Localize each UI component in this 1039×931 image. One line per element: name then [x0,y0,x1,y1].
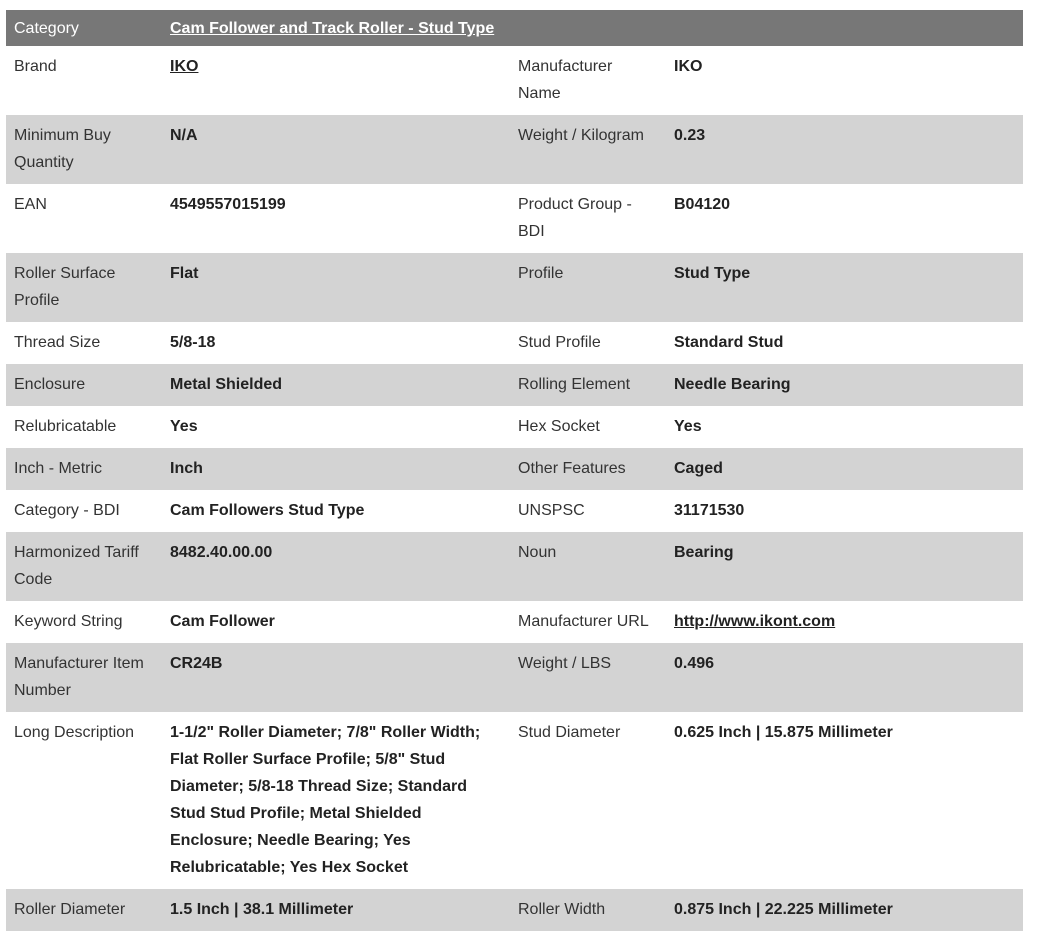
manufacturer-name-value: IKO [666,46,1023,115]
table-row [6,406,1023,448]
manufacturer-url-link[interactable]: http://www.ikont.com [674,613,836,630]
minimum-buy-quantity-label: Minimum Buy Quantity [6,115,162,184]
table-row [6,532,1023,601]
long-description-value: 1-1/2" Roller Diameter; 7/8" Roller Width; Flat Roller Surface Profile; 5/8" Stud Diameter; 5/8-18 Thread Size; Standard Stud Stud Profile; Metal Shielded Enclosure; Needle Bearing; Yes Relubricatable; Yes Hex Socket [162,712,510,889]
stud-diameter-value: 0.625 Inch | 15.875 Millimeter [666,712,1023,889]
table-row [6,253,1023,322]
table-row [6,184,1023,253]
relubricatable-label: Relubricatable [6,406,162,448]
enclosure-value: Metal Shielded [162,364,510,406]
category-bdi-value: Cam Followers Stud Type [162,490,510,532]
manufacturer-name-label: Manufacturer Name [510,46,666,115]
keyword-string-label: Keyword String [6,601,162,643]
long-description-label: Long Description [6,712,162,889]
category-label: Category [6,10,162,46]
noun-value: Bearing [666,532,1023,601]
stud-profile-value: Standard Stud [666,322,1023,364]
harmonized-tariff-code-label: Harmonized Tariff Code [6,532,162,601]
category-link[interactable]: Cam Follower and Track Roller - Stud Type [170,20,495,37]
roller-width-value: 0.875 Inch | 22.225 Millimeter [666,889,1023,931]
category-bdi-label: Category - BDI [6,490,162,532]
harmonized-tariff-code-value: 8482.40.00.00 [162,532,510,601]
specifications-table [6,10,1023,931]
brand-link[interactable]: IKO [170,58,199,75]
roller-diameter-value: 1.5 Inch | 38.1 Millimeter [162,889,510,931]
ean-label: EAN [6,184,162,253]
table-row [6,601,1023,643]
enclosure-label: Enclosure [6,364,162,406]
roller-width-label: Roller Width [510,889,666,931]
table-row [6,448,1023,490]
inch-metric-label: Inch - Metric [6,448,162,490]
profile-value: Stud Type [666,253,1023,322]
weight-lbs-label: Weight / LBS [510,643,666,712]
weight-kilogram-label: Weight / Kilogram [510,115,666,184]
stud-profile-label: Stud Profile [510,322,666,364]
table-row [6,115,1023,184]
roller-surface-profile-label: Roller Surface Profile [6,253,162,322]
thread-size-label: Thread Size [6,322,162,364]
table-row [6,889,1023,931]
brand-label: Brand [6,46,162,115]
roller-surface-profile-value: Flat [162,253,510,322]
stud-diameter-label: Stud Diameter [510,712,666,889]
manufacturer-item-number-label: Manufacturer Item Number [6,643,162,712]
manufacturer-item-number-value: CR24B [162,643,510,712]
table-row [6,643,1023,712]
keyword-string-value: Cam Follower [162,601,510,643]
table-row [6,712,1023,889]
rolling-element-value: Needle Bearing [666,364,1023,406]
hex-socket-value: Yes [666,406,1023,448]
weight-kilogram-value: 0.23 [666,115,1023,184]
table-row [6,364,1023,406]
weight-lbs-value: 0.496 [666,643,1023,712]
other-features-label: Other Features [510,448,666,490]
product-group-bdi-label: Product Group - BDI [510,184,666,253]
table-row [6,322,1023,364]
unspsc-label: UNSPSC [510,490,666,532]
profile-label: Profile [510,253,666,322]
product-group-bdi-value: B04120 [666,184,1023,253]
inch-metric-value: Inch [162,448,510,490]
roller-diameter-label: Roller Diameter [6,889,162,931]
unspsc-value: 31171530 [666,490,1023,532]
hex-socket-label: Hex Socket [510,406,666,448]
category-header-row [6,10,1023,46]
other-features-value: Caged [666,448,1023,490]
manufacturer-url-label: Manufacturer URL [510,601,666,643]
thread-size-value: 5/8-18 [162,322,510,364]
noun-label: Noun [510,532,666,601]
minimum-buy-quantity-value: N/A [162,115,510,184]
table-row [6,46,1023,115]
rolling-element-label: Rolling Element [510,364,666,406]
ean-value: 4549557015199 [162,184,510,253]
table-row [6,490,1023,532]
relubricatable-value: Yes [162,406,510,448]
